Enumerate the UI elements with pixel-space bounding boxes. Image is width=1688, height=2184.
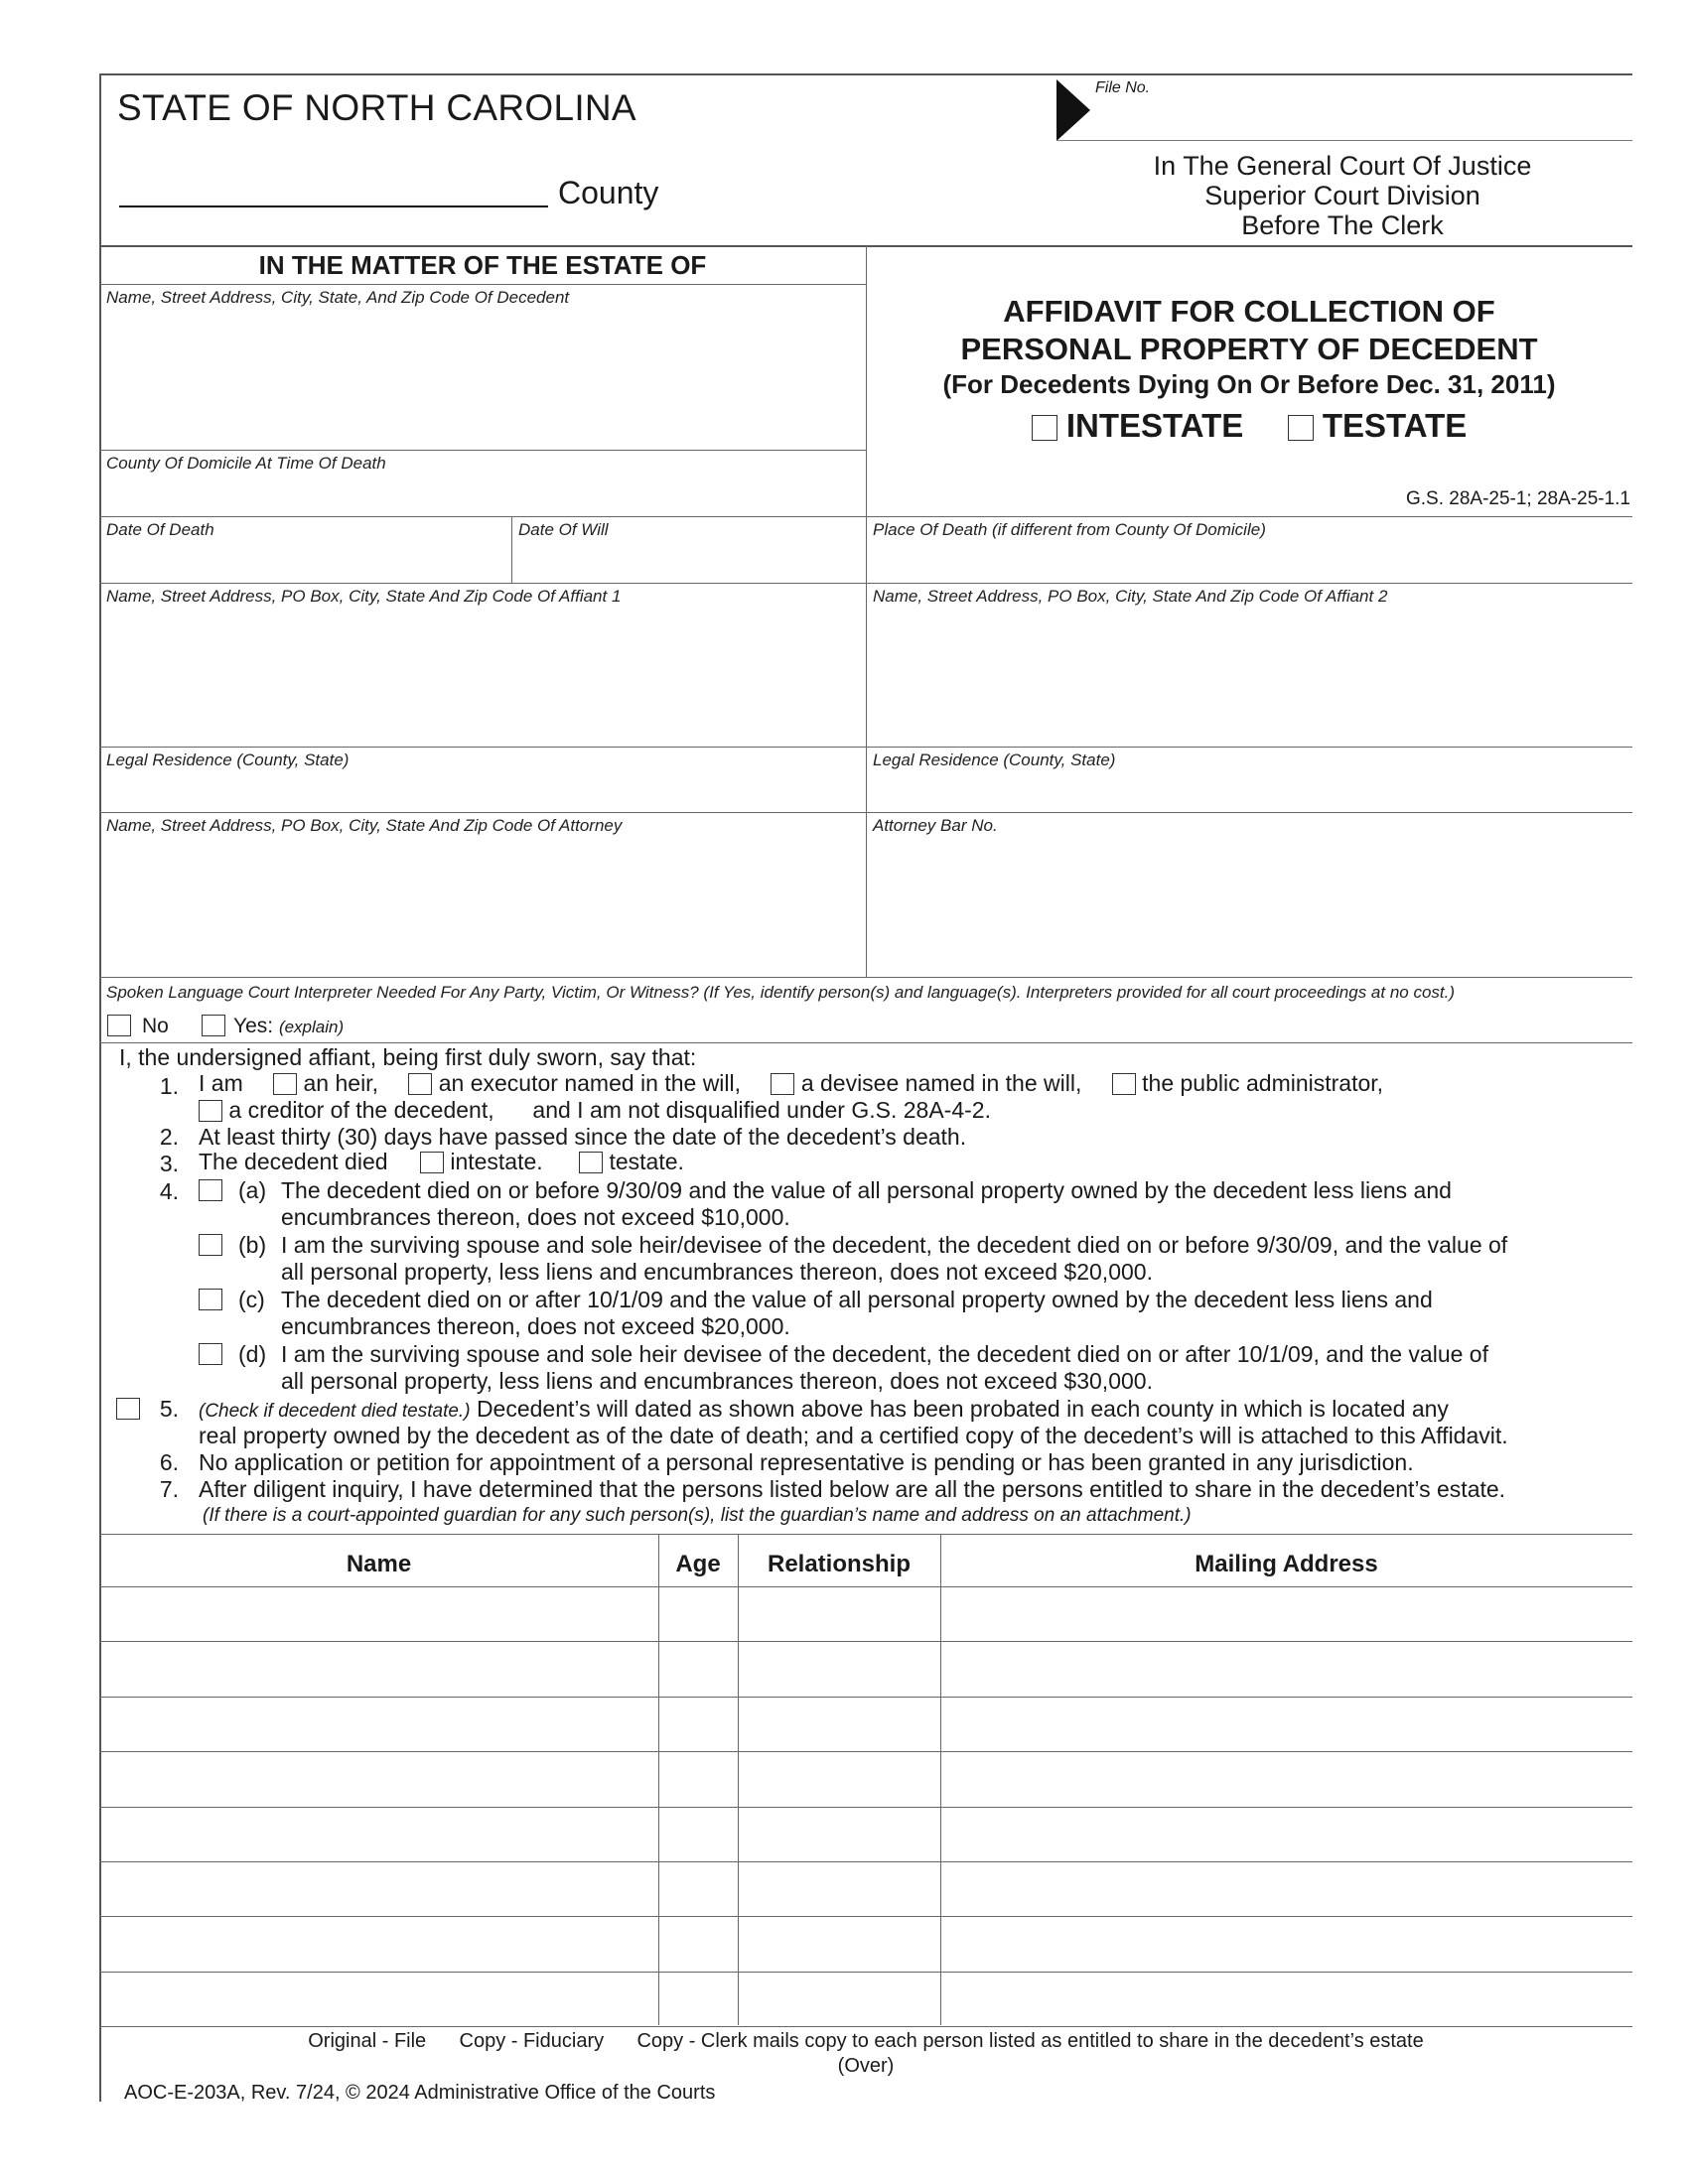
item1-iam: I am — [199, 1070, 243, 1096]
decedent-name-field[interactable] — [99, 308, 866, 449]
heir-age-cell[interactable] — [658, 1752, 738, 1805]
file-no-field[interactable] — [1057, 140, 1632, 141]
heir-age-cell[interactable] — [658, 1587, 738, 1640]
item-number: 5. — [159, 1396, 179, 1422]
affiant2-field[interactable] — [866, 608, 1632, 745]
intestate-checkbox[interactable] — [1032, 415, 1057, 441]
heir-name-cell[interactable] — [99, 1752, 658, 1805]
interpreter-no-label: No — [142, 1015, 169, 1037]
heir-age-cell[interactable] — [658, 1642, 738, 1695]
heir-name-cell[interactable] — [99, 1698, 658, 1750]
executor-checkbox[interactable] — [408, 1073, 432, 1095]
table-row-rule — [99, 1641, 1632, 1642]
attorney-bar-label: Attorney Bar No. — [873, 816, 998, 835]
option-b-checkbox[interactable] — [199, 1234, 222, 1256]
date-of-will-field[interactable] — [511, 541, 866, 581]
item1-row2 — [199, 1097, 991, 1124]
rule — [99, 516, 1632, 517]
item5-line1 — [199, 1396, 1449, 1423]
form-title-line-2: PERSONAL PROPERTY OF DECEDENT — [960, 332, 1538, 366]
heir-relationship-cell[interactable] — [738, 1642, 940, 1695]
intro-statement: I, the undersigned affiant, being first duly sworn, say that: — [119, 1044, 697, 1070]
table-row-rule — [99, 1697, 1632, 1698]
rule — [99, 747, 1632, 748]
court-line-3: Before The Clerk — [1241, 210, 1444, 240]
option-d-line2: all personal property, less liens and encumbrances thereon, does not exceed $30,000. — [281, 1368, 1153, 1394]
option-c-line2: encumbrances thereon, does not exceed $20,000. — [281, 1313, 790, 1339]
public-administrator-checkbox[interactable] — [1112, 1073, 1136, 1095]
heir-age-cell[interactable] — [658, 1917, 738, 1970]
option-d-line1: I am the surviving spouse and sole heir devisee of the decedent, the decedent died on or after 10/1/09, and the value of — [281, 1341, 1488, 1367]
residence2-label: Legal Residence (County, State) — [873, 751, 1116, 769]
interpreter-no-checkbox[interactable] — [107, 1015, 131, 1036]
item3-intestate: intestate. — [450, 1149, 543, 1174]
item5-checkbox[interactable] — [116, 1398, 140, 1420]
item1-executor: an executor named in the will, — [438, 1070, 742, 1096]
option-a-checkbox[interactable] — [199, 1179, 222, 1201]
file-no-arrow-icon — [1055, 77, 1094, 143]
item-number: 4. — [159, 1178, 179, 1204]
died-testate-checkbox[interactable] — [579, 1152, 603, 1173]
col-header-name: Name — [346, 1551, 412, 1577]
heir-address-cell[interactable] — [940, 1808, 1632, 1860]
item1-row — [199, 1070, 1383, 1097]
table-row-rule — [99, 1916, 1632, 1917]
interpreter-yes-checkbox[interactable] — [202, 1015, 225, 1036]
date-of-death-label: Date Of Death — [106, 520, 214, 539]
option-a-line2: encumbrances thereon, does not exceed $10,000. — [281, 1204, 790, 1230]
residence1-label: Legal Residence (County, State) — [106, 751, 350, 769]
table-row-rule — [99, 1972, 1632, 1973]
county-blank-line[interactable] — [119, 205, 548, 207]
heir-age-cell[interactable] — [658, 1862, 738, 1915]
heir-name-cell[interactable] — [99, 1808, 658, 1860]
option-b-tag: (b) — [238, 1232, 267, 1258]
option-c-checkbox[interactable] — [199, 1289, 222, 1310]
form-id: AOC-E-203A, Rev. 7/24, © 2024 Administrative Office of the Courts — [124, 2082, 716, 2104]
table-row-rule — [99, 1861, 1632, 1862]
file-no-label: File No. — [1095, 79, 1151, 96]
heir-age-cell[interactable] — [658, 1698, 738, 1750]
table-row-rule — [99, 1807, 1632, 1808]
item-number: 6. — [159, 1449, 179, 1475]
residence1-field[interactable] — [99, 771, 866, 810]
devisee-checkbox[interactable] — [771, 1073, 794, 1095]
heir-name-cell[interactable] — [99, 1587, 658, 1640]
heir-name-cell[interactable] — [99, 1862, 658, 1915]
heir-name-cell[interactable] — [99, 1973, 658, 2025]
option-d-tag: (d) — [238, 1341, 267, 1367]
domicile-label: County Of Domicile At Time Of Death — [106, 454, 386, 473]
heir-checkbox[interactable] — [273, 1073, 297, 1095]
form-title-line-1: AFFIDAVIT FOR COLLECTION OF — [1003, 294, 1495, 329]
heir-age-cell[interactable] — [658, 1808, 738, 1860]
item5-text: Decedent’s will dated as shown above has been probated in each county in which is located any — [476, 1396, 1449, 1422]
county-label: County — [558, 175, 659, 210]
estate-heading-rule — [99, 284, 866, 285]
item1-devisee: a devisee named in the will, — [800, 1070, 1082, 1096]
col-header-relationship: Relationship — [767, 1551, 911, 1577]
col-header-address: Mailing Address — [1195, 1551, 1378, 1577]
heir-address-cell[interactable] — [940, 1642, 1632, 1695]
item1-heir: an heir, — [303, 1070, 378, 1096]
rule — [99, 583, 1632, 584]
distribution-line: Original - File Copy - Fiduciary Copy - Clerk mails copy to each person listed as entitled to share in the decedent’s estate — [308, 2030, 1424, 2052]
heir-address-cell[interactable] — [940, 1752, 1632, 1805]
table-bottom-rule — [99, 2026, 1632, 2027]
testate-checkbox[interactable] — [1288, 415, 1314, 441]
item-number: 3. — [159, 1151, 179, 1176]
table-top-rule — [99, 1534, 1632, 1535]
heir-relationship-cell[interactable] — [738, 1862, 940, 1915]
heir-address-cell[interactable] — [940, 1917, 1632, 1970]
creditor-checkbox[interactable] — [199, 1100, 222, 1122]
residence2-field[interactable] — [866, 771, 1632, 810]
heir-address-cell[interactable] — [940, 1973, 1632, 2025]
attorney-label: Name, Street Address, PO Box, City, State And Zip Code Of Attorney — [106, 816, 623, 835]
interpreter-yes-row — [233, 1015, 344, 1038]
heir-address-cell[interactable] — [940, 1862, 1632, 1915]
interpreter-question: Spoken Language Court Interpreter Needed For Any Party, Victim, Or Witness? (If Yes, identify person(s) and language(s). Interpreters provided for all court proceedings at no cost.) — [106, 983, 1456, 1002]
option-d-checkbox[interactable] — [199, 1343, 222, 1365]
estate-heading: IN THE MATTER OF THE ESTATE OF — [258, 250, 707, 280]
interpreter-explain-label: (explain) — [278, 1018, 345, 1036]
heir-name-cell[interactable] — [99, 1642, 658, 1695]
col-header-age: Age — [675, 1551, 721, 1577]
over-label: (Over) — [837, 2055, 895, 2077]
statute-ref: G.S. 28A-25-1; 28A-25-1.1 — [1405, 488, 1630, 509]
item7-text: After diligent inquiry, I have determined that the persons listed below are all the persons entitled to share in the decedent’s estate. — [199, 1476, 1506, 1502]
option-c-tag: (c) — [238, 1287, 265, 1312]
item3-died: The decedent died — [199, 1149, 388, 1174]
item3-testate: testate. — [609, 1149, 684, 1174]
heir-relationship-cell[interactable] — [738, 1698, 940, 1750]
died-intestate-checkbox[interactable] — [420, 1152, 444, 1173]
item-number: 2. — [159, 1124, 179, 1150]
option-a-line1: The decedent died on or before 9/30/09 and the value of all personal property owned by the decedent less liens and — [281, 1177, 1452, 1203]
title-type-row — [866, 407, 1632, 445]
rule — [99, 812, 1632, 813]
item1-tail: and I am not disqualified under G.S. 28A-4-2. — [532, 1097, 991, 1123]
heir-address-cell[interactable] — [940, 1587, 1632, 1640]
heir-relationship-cell[interactable] — [738, 1808, 940, 1860]
rule — [99, 450, 866, 451]
domicile-field[interactable] — [99, 474, 866, 515]
option-b-line2: all personal property, less liens and encumbrances thereon, does not exceed $20,000. — [281, 1259, 1153, 1285]
state-title: STATE OF NORTH CAROLINA — [117, 87, 636, 128]
item5-note: (Check if decedent died testate.) — [199, 1401, 471, 1422]
item6-text: No application or petition for appointment of a personal representative is pending or has been granted in any jurisdiction. — [199, 1449, 1414, 1475]
option-a-tag: (a) — [238, 1177, 267, 1203]
interpreter-yes-label: Yes: — [233, 1015, 274, 1037]
affiant1-field[interactable] — [99, 608, 866, 745]
court-line-2: Superior Court Division — [1204, 181, 1480, 210]
heir-age-cell[interactable] — [658, 1973, 738, 2025]
heir-relationship-cell[interactable] — [738, 1917, 940, 1970]
date-of-death-field[interactable] — [99, 541, 511, 581]
top-border — [99, 73, 1632, 75]
heir-relationship-cell[interactable] — [738, 1752, 940, 1805]
rule — [99, 1042, 1632, 1043]
attorney-field[interactable] — [99, 837, 866, 975]
affiant1-label: Name, Street Address, PO Box, City, State And Zip Code Of Affiant 1 — [106, 587, 622, 606]
heir-relationship-cell[interactable] — [738, 1973, 940, 2025]
place-of-death-label: Place Of Death (if different from County Of Domicile) — [873, 520, 1266, 539]
item2-text: At least thirty (30) days have passed since the date of the decedent’s death. — [199, 1124, 967, 1150]
place-of-death-field[interactable] — [866, 541, 1632, 581]
form-title-line-3: (For Decedents Dying On Or Before Dec. 31, 2011) — [942, 369, 1556, 399]
item7-note: (If there is a court-appointed guardian for any such person(s), list the guardian’s name and address on an attachment.) — [203, 1505, 1192, 1526]
item1-creditor: a creditor of the decedent, — [228, 1097, 494, 1123]
heir-name-cell[interactable] — [99, 1917, 658, 1970]
court-line-1: In The General Court Of Justice — [1153, 151, 1532, 181]
option-c-line1: The decedent died on or after 10/1/09 and the value of all personal property owned by the decedent less liens and — [281, 1287, 1433, 1312]
heir-address-cell[interactable] — [940, 1698, 1632, 1750]
table-row-rule — [99, 1751, 1632, 1752]
testate-label: TESTATE — [1322, 407, 1468, 444]
date-of-will-label: Date Of Will — [518, 520, 609, 539]
option-b-line1: I am the surviving spouse and sole heir/devisee of the decedent, the decedent died on or before 9/30/09, and the value of — [281, 1232, 1508, 1258]
item3-row — [199, 1149, 684, 1175]
rule — [99, 977, 1632, 978]
item-number: 7. — [159, 1476, 179, 1502]
affiant2-label: Name, Street Address, PO Box, City, State And Zip Code Of Affiant 2 — [873, 587, 1388, 606]
item1-administrator: the public administrator, — [1142, 1070, 1384, 1096]
attorney-bar-field[interactable] — [866, 837, 1632, 975]
heir-relationship-cell[interactable] — [738, 1587, 940, 1640]
item5-line2: real property owned by the decedent as of the date of death; and a certified copy of the decedent’s will is attached to this Affidavit. — [199, 1423, 1508, 1448]
item-number: 1. — [159, 1073, 179, 1099]
intestate-label: INTESTATE — [1065, 407, 1244, 444]
decedent-name-label: Name, Street Address, City, State, And Zip Code Of Decedent — [106, 288, 570, 307]
